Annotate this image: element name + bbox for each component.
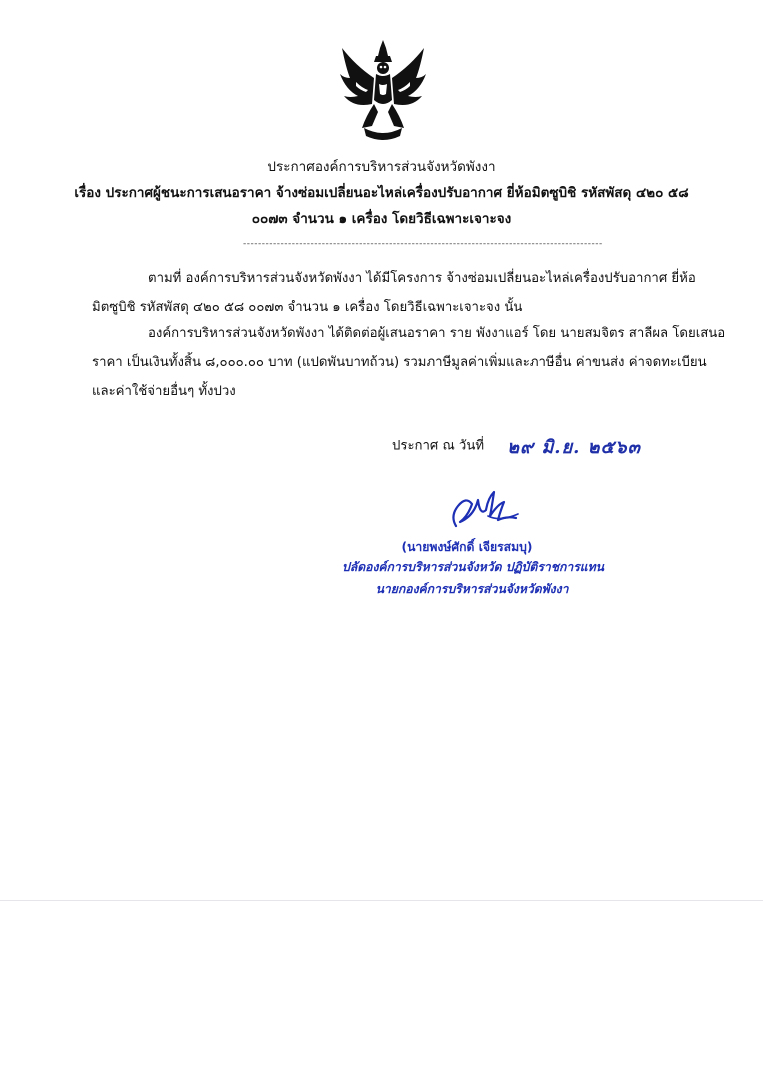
paragraph-1-line-1: ตามที่ องค์การบริหารส่วนจังหวัดพังงา ได้มีโครงการ จ้างซ่อมเปลี่ยนอะไหล่เครื่องปรับอากาศ ยี่ห้อ — [148, 271, 696, 286]
subject-line-2: ๐๐๗๓ จำนวน ๑ เครื่อง โดยวิธีเฉพาะเจาะจง — [251, 211, 512, 227]
signer-position-2: นายกองค์การบริหารส่วนจังหวัดพังงา — [375, 582, 569, 596]
date-stamp: ๒๙ มิ.ย. ๒๕๖๓ — [507, 437, 641, 458]
scan-artifact-line — [0, 900, 763, 901]
garuda-emblem-icon — [336, 38, 430, 144]
paragraph-1-line-2: มิตซูบิชิ รหัสพัสดุ ๔๒๐ ๕๘ ๐๐๗๓ จำนวน ๑ เครื่อง โดยวิธีเฉพาะเจาะจง นั้น — [92, 300, 523, 315]
signer-name: (นายพงษ์ศักดิ์ เจียรสมบุ) — [401, 540, 533, 554]
separator-line: ------------------------------------------------------------------------------------------------ — [243, 239, 603, 249]
subject-line-1: เรื่อง ประกาศผู้ชนะการเสนอราคา จ้างซ่อมเปลี่ยนอะไหล่เครื่องปรับอากาศ ยี่ห้อมิตซูบิชิ รหัสพัสดุ ๔๒๐ ๕๘ — [74, 185, 689, 201]
announcement-date-row — [392, 432, 641, 460]
paragraph-2-line-2: ราคา เป็นเงินทั้งสิ้น ๘,๐๐๐.๐๐ บาท (แปดพันบาทถ้วน) รวมภาษีมูลค่าเพิ่มและภาษีอื่น ค่าขนส่ง ค่าจดทะเบียน — [92, 355, 707, 370]
paragraph-2-line-3: และค่าใช้จ่ายอื่นๆ ทั้งปวง — [92, 384, 236, 399]
paragraph-2-line-1: องค์การบริหารส่วนจังหวัดพังงา ได้ติดต่อผู้เสนอราคา ราย พังงาแอร์ โดย นายสมจิตร สาลีผล โดยเสนอ — [148, 326, 726, 341]
signer-position-1: ปลัดองค์การบริหารส่วนจังหวัด ปฏิบัติราชการแทน — [342, 560, 604, 574]
date-label: ประกาศ ณ วันที่ — [392, 438, 485, 454]
document-title: ประกาศองค์การบริหารส่วนจังหวัดพังงา — [267, 159, 496, 175]
handwritten-signature — [448, 486, 522, 532]
